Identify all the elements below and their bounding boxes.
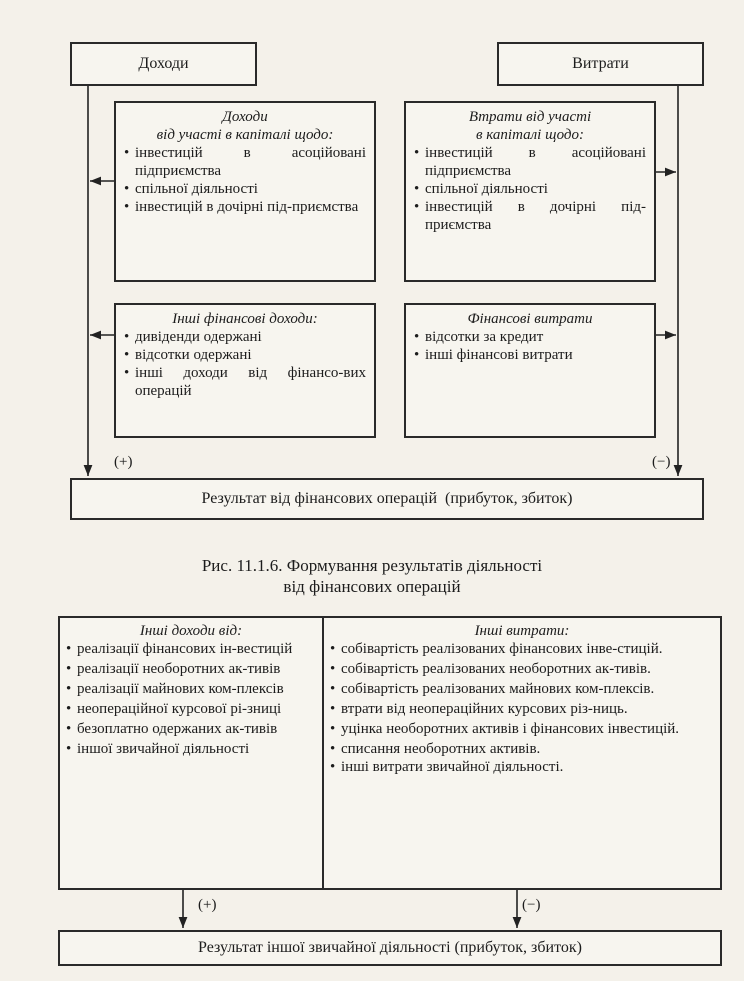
list-item: • списання необоротних активів. <box>330 740 714 758</box>
income-title-box <box>70 42 257 86</box>
other-expenses-list <box>330 640 714 776</box>
other-activity-box <box>58 616 722 890</box>
other-income-list <box>66 640 316 758</box>
list-item: • інші доходи від фінансо-вих операцій <box>124 364 366 400</box>
expense-title: Витрати <box>572 55 629 72</box>
income-equity-heading-1: Доходи <box>222 109 268 125</box>
minus-sign: (−) <box>522 897 541 913</box>
expense-equity-box <box>404 101 656 282</box>
minus-sign: (−) <box>652 454 671 470</box>
income-equity-box <box>114 101 376 282</box>
figure-caption <box>0 555 744 597</box>
expense-equity-heading-2: в капіталі щодо: <box>476 127 584 143</box>
other-fin-income-heading: Інші фінансові доходи: <box>172 311 318 327</box>
list-item: • інші витрати звичайної діяльності. <box>330 758 714 776</box>
fin-result-box <box>70 478 704 520</box>
fin-expenses-heading: Фінансові витрати <box>467 311 593 327</box>
other-expenses-column <box>324 618 720 888</box>
expense-equity-list <box>414 144 646 234</box>
list-item: • відсотки за кредит <box>414 328 646 346</box>
list-item: • відсотки одержані <box>124 346 366 364</box>
list-item: • реалізації майнових ком-плексів <box>66 680 316 698</box>
list-item: • інші фінансові витрати <box>414 346 646 364</box>
other-income-column <box>60 618 322 888</box>
list-item: • інвестицій в асоційовані підприємства <box>414 144 646 180</box>
list-item: • втрати від неопераційних курсових різ-ниць. <box>330 700 714 718</box>
caption-line-2: від фінансових операцій <box>283 577 461 596</box>
plus-sign: (+) <box>114 454 133 470</box>
income-equity-list <box>124 144 366 216</box>
list-item: • реалізації необоротних ак-тивів <box>66 660 316 678</box>
list-item: • спільної діяльності <box>124 180 366 198</box>
list-item: • безоплатно одержаних ак-тивів <box>66 720 316 738</box>
other-fin-income-box <box>114 303 376 438</box>
expense-equity-heading-1: Втрати від участі <box>468 109 592 125</box>
caption-line-1: Рис. 11.1.6. Формування результатів діяльності <box>201 556 543 575</box>
list-item: • собівартість реалізованих майнових ком-плексів. <box>330 680 714 698</box>
other-expenses-heading: Інші витрати: <box>474 623 570 639</box>
other-income-heading: Інші доходи від: <box>139 623 243 639</box>
list-item: • собівартість реалізованих необоротних ак-тивів. <box>330 660 714 678</box>
expense-title-box <box>497 42 704 86</box>
list-item: • уцінка необоротних активів і фінансових інвестицій. <box>330 720 714 738</box>
list-item: • інвестицій в асоційовані підприємства <box>124 144 366 180</box>
other-result-label: Результат іншої звичайної діяльності (прибуток, збиток) <box>198 939 582 956</box>
list-item: • інвестицій в дочірні під-приємства <box>414 198 646 234</box>
list-item: • іншої звичайної діяльності <box>66 740 316 758</box>
plus-sign: (+) <box>198 897 217 913</box>
fin-result-label: Результат від фінансових операцій (прибуток, збиток) <box>201 490 573 507</box>
other-fin-income-list <box>124 328 366 400</box>
fin-expenses-box <box>404 303 656 438</box>
list-item: • реалізації фінансових ін-вестицій <box>66 640 316 658</box>
list-item: • інвестицій в дочірні під-приємства <box>124 198 366 216</box>
other-result-box <box>58 930 722 966</box>
list-item: • неопераційної курсової рі-зниці <box>66 700 316 718</box>
fin-expenses-list <box>414 328 646 364</box>
income-title: Доходи <box>138 55 189 72</box>
list-item: • дивіденди одержані <box>124 328 366 346</box>
income-equity-heading-2: від участі в капіталі щодо: <box>156 127 334 143</box>
list-item: • собівартість реалізованих фінансових інве-стицій. <box>330 640 714 658</box>
list-item: • спільної діяльності <box>414 180 646 198</box>
